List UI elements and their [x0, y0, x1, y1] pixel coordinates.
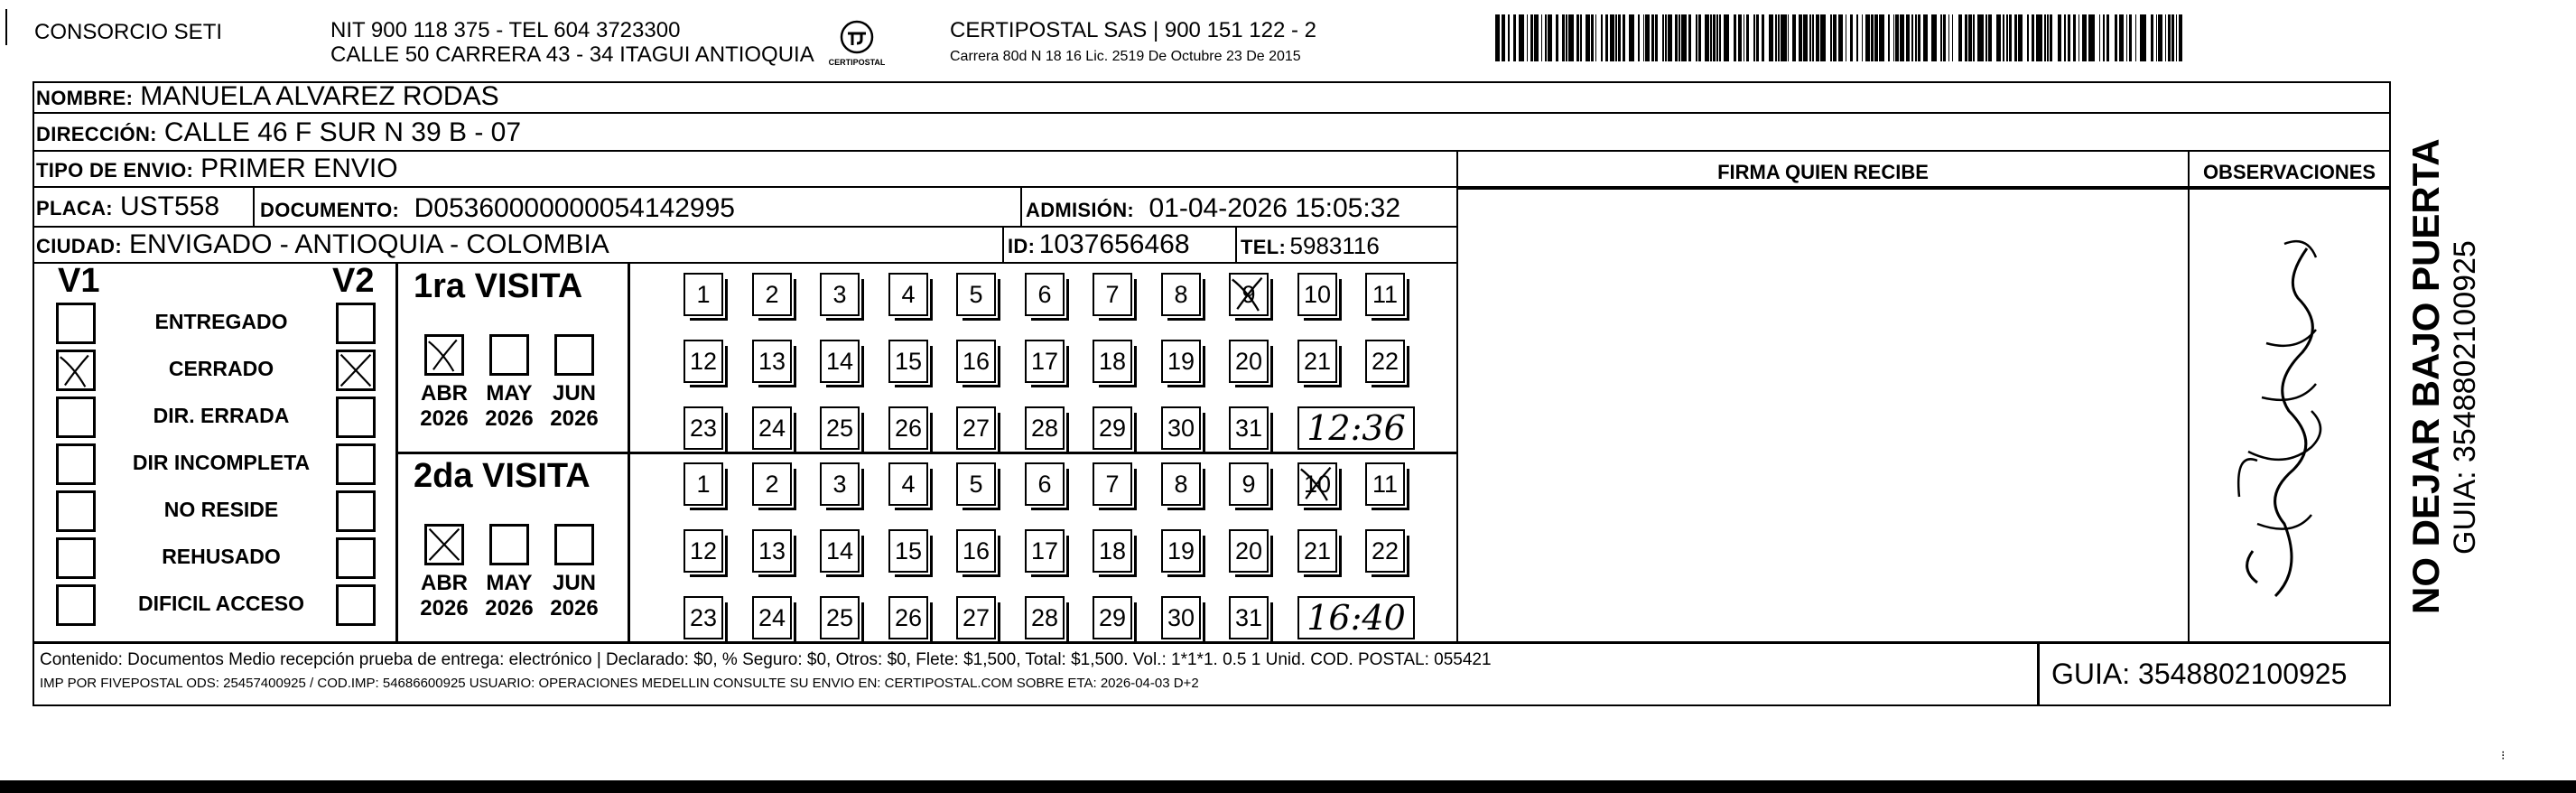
tel-value: 5983116: [1289, 232, 1380, 259]
day-number: 11: [1372, 471, 1399, 498]
day-number: 28: [1030, 604, 1059, 631]
shipment-type: PRIMER ENVIO: [200, 154, 398, 183]
day-box-16[interactable]: [956, 529, 996, 573]
month-year: 2026: [485, 406, 534, 431]
day-number: 21: [1303, 537, 1332, 564]
day-number: 26: [894, 415, 923, 442]
day-number: 23: [689, 604, 718, 631]
day-number: 17: [1030, 537, 1059, 564]
certipostal-logo-icon: [829, 18, 885, 70]
day-box-17[interactable]: [1025, 340, 1065, 383]
day-number: 24: [758, 604, 786, 631]
status-label: CERRADO: [168, 357, 274, 380]
month-checkbox-may[interactable]: [489, 334, 529, 376]
day-box-12[interactable]: [684, 529, 723, 573]
name-row: [33, 81, 2391, 114]
admission-label: ADMISIÓN:: [1026, 199, 1135, 221]
day-number: 6: [1037, 471, 1052, 498]
day-box-28[interactable]: [1025, 406, 1065, 450]
day-box-4[interactable]: [888, 273, 928, 316]
day-box-29[interactable]: [1093, 406, 1132, 450]
day-box-15[interactable]: [888, 529, 928, 573]
v1-checkbox-5[interactable]: [56, 537, 96, 579]
month-name: ABR: [421, 571, 468, 595]
day-number: 22: [1371, 537, 1400, 564]
day-number: 18: [1098, 348, 1127, 375]
day-number: 26: [894, 604, 923, 631]
id-value: 1037656468: [1038, 229, 1190, 259]
svg-text:CERTIPOSTAL: CERTIPOSTAL: [829, 58, 885, 67]
courier-address: Carrera 80d N 18 16 Lic. 2519 De Octubre 23 De 2015: [950, 49, 1301, 64]
status-label: REHUSADO: [162, 545, 281, 568]
day-box-13[interactable]: [752, 529, 792, 573]
day-box-9[interactable]: [1229, 273, 1269, 316]
id-label: ID:: [1008, 235, 1036, 257]
day-number: 3: [832, 471, 847, 498]
day-box-30[interactable]: [1161, 406, 1201, 450]
day-box-27[interactable]: [956, 596, 996, 639]
day-box-20[interactable]: [1229, 340, 1269, 383]
scan-edge-mark: [5, 9, 7, 45]
month-label: [542, 571, 607, 621]
footer-imp: IMP POR FIVEPOSTAL ODS: 25457400925 / COD.IMP: 54686600925 USUARIO: OPERACIONES MEDELLIN CONSULTE SU ENVIO EN: CERTIPOSTAL.COM SOBRE ETA: 2026-04-03 D+2: [40, 676, 1199, 691]
day-number: 21: [1303, 348, 1332, 375]
day-number: 8: [1174, 281, 1188, 308]
day-number: 29: [1098, 415, 1127, 442]
day-box-28[interactable]: [1025, 596, 1065, 639]
v1-checkbox-0[interactable]: [56, 303, 96, 344]
company-nit: NIT 900 118 375 - TEL 604 3723300: [330, 18, 681, 42]
v1-header: V1: [58, 262, 100, 300]
day-box-4[interactable]: [888, 462, 928, 506]
day-number: 12: [689, 537, 718, 564]
day-number: 8: [1174, 471, 1188, 498]
day-number: 30: [1167, 415, 1195, 442]
day-number: 2: [765, 471, 779, 498]
v1-checkbox-4[interactable]: [56, 490, 96, 532]
day-box-14[interactable]: [820, 340, 860, 383]
tel-field: [1241, 232, 1380, 260]
day-number: 24: [758, 415, 786, 442]
month-label: [477, 381, 542, 432]
day-number: 3: [832, 281, 847, 308]
day-box-8[interactable]: [1161, 273, 1201, 316]
v2-checkbox-1[interactable]: [336, 350, 376, 391]
divider: [1235, 228, 1237, 264]
plate-value: UST558: [119, 191, 220, 221]
v1-checkbox-3[interactable]: [56, 443, 96, 485]
day-number: 7: [1105, 281, 1120, 308]
day-number: 1: [696, 471, 711, 498]
day-box-21[interactable]: [1297, 340, 1337, 383]
day-box-1[interactable]: [684, 462, 723, 506]
month-label: [412, 571, 477, 621]
day-number: 15: [894, 348, 923, 375]
v2-checkbox-2[interactable]: [336, 396, 376, 438]
status-label: DIFICIL ACCESO: [137, 592, 304, 615]
visits-divider: [395, 452, 1458, 454]
day-box-18[interactable]: [1093, 529, 1132, 573]
day-number: 5: [969, 281, 983, 308]
day-number: 15: [894, 537, 923, 564]
day-box-24[interactable]: [752, 406, 792, 450]
day-number: 11: [1372, 281, 1399, 308]
v2-checkbox-0[interactable]: [336, 303, 376, 344]
day-box-11[interactable]: [1365, 462, 1405, 506]
day-number: 13: [758, 348, 786, 375]
day-number: 1: [696, 281, 711, 308]
day-number: 7: [1105, 471, 1120, 498]
month-year: 2026: [420, 596, 469, 620]
side-guia: GUIA: 3548802100925: [2448, 240, 2482, 555]
handwritten-signature: [2221, 226, 2357, 614]
month-name: ABR: [421, 381, 468, 406]
day-number: 19: [1167, 537, 1195, 564]
day-number: 10: [1303, 471, 1332, 498]
observations-header: OBSERVACIONES: [2202, 161, 2376, 183]
day-box-29[interactable]: [1093, 596, 1132, 639]
day-mark-icon: [1231, 275, 1267, 314]
day-number: 14: [825, 537, 854, 564]
month-checkbox-abr[interactable]: [424, 334, 464, 376]
day-box-18[interactable]: [1093, 340, 1132, 383]
courier-name: CERTIPOSTAL SAS | 900 151 122 - 2: [950, 18, 1316, 42]
month-name: MAY: [486, 571, 533, 595]
day-box-11[interactable]: [1365, 273, 1405, 316]
day-number: 23: [689, 415, 718, 442]
v2-checkbox-6[interactable]: [336, 584, 376, 626]
day-box-24[interactable]: [752, 596, 792, 639]
month-label: [412, 381, 477, 432]
day-number: 5: [969, 471, 983, 498]
v1-checkbox-1[interactable]: [56, 350, 96, 391]
day-number: 18: [1098, 537, 1127, 564]
company-address: CALLE 50 CARRERA 43 - 34 ITAGUI ANTIOQUIA: [330, 42, 814, 67]
footer-guia: GUIA: 3548802100925: [2051, 658, 2348, 690]
scan-speck: ⁝: [2501, 748, 2506, 762]
signature-header: FIRMA QUIEN RECIBE: [1717, 161, 1929, 183]
document-field: [260, 193, 735, 224]
side-warning: NO DEJAR BAJO PUERTA: [2404, 138, 2447, 614]
month-label: [477, 571, 542, 621]
day-number: 19: [1167, 348, 1195, 375]
status-label: DIR INCOMPLETA: [132, 451, 311, 474]
divider: [1020, 188, 1022, 228]
day-number: 29: [1098, 604, 1127, 631]
day-box-22[interactable]: [1365, 340, 1405, 383]
day-box-6[interactable]: [1025, 462, 1065, 506]
type-label: TIPO DE ENVIO:: [36, 159, 194, 182]
footer-contents: Contenido: Documentos Medio recepción prueba de entrega: electrónico | Declarado: $0, % Seguro: $0, Otros: $0, Flete: $1,500, Total: $1,500. Vol.: 1*1*1. 0.5 1 Unid. COD. POSTAL: 055421: [40, 650, 1492, 669]
day-box-20[interactable]: [1229, 529, 1269, 573]
day-box-13[interactable]: [752, 340, 792, 383]
v2-checkbox-3[interactable]: [336, 443, 376, 485]
day-number: 9: [1242, 471, 1256, 498]
day-box-25[interactable]: [820, 406, 860, 450]
address-row: [33, 114, 2391, 152]
day-box-21[interactable]: [1297, 529, 1337, 573]
day-number: 10: [1303, 281, 1332, 308]
scan-bottom-edge: [0, 780, 2576, 793]
day-number: 17: [1030, 348, 1059, 375]
day-box-3[interactable]: [820, 273, 860, 316]
month-label: [542, 381, 607, 432]
footer-guia-divider: [2037, 643, 2040, 706]
month-name: JUN: [552, 381, 596, 406]
time-box[interactable]: 12:36: [1297, 406, 1415, 450]
time-box[interactable]: 16:40: [1297, 596, 1415, 639]
admission-field: [1026, 193, 1400, 224]
id-field: [1008, 229, 1190, 260]
city-label: CIUDAD:: [36, 235, 122, 257]
status-label: DIR. ERRADA: [153, 404, 290, 427]
tel-label: TEL:: [1241, 236, 1287, 258]
barcode-icon: [1495, 14, 2186, 61]
day-box-26[interactable]: [888, 596, 928, 639]
day-box-19[interactable]: [1161, 340, 1201, 383]
address-label: DIRECCIÓN:: [36, 123, 157, 145]
day-number: 9: [1242, 281, 1256, 308]
month-year: 2026: [550, 596, 599, 620]
day-box-2[interactable]: [752, 273, 792, 316]
day-box-5[interactable]: [956, 273, 996, 316]
day-number: 2: [765, 281, 779, 308]
admission-value: 01-04-2026 15:05:32: [1149, 193, 1401, 223]
month-year: 2026: [550, 406, 599, 431]
day-number: 25: [825, 415, 854, 442]
status-label: ENTREGADO: [154, 310, 288, 333]
day-number: 14: [825, 348, 854, 375]
day-number: 28: [1030, 415, 1059, 442]
city-value: ENVIGADO - ANTIOQUIA - COLOMBIA: [129, 229, 609, 259]
observations-divider: [2188, 152, 2190, 641]
document-label: DOCUMENTO:: [260, 199, 400, 221]
day-number: 27: [962, 604, 990, 631]
v2-checkbox-5[interactable]: [336, 537, 376, 579]
company-name: CONSORCIO SETI: [34, 20, 223, 44]
day-number: 30: [1167, 604, 1195, 631]
v2-checkbox-4[interactable]: [336, 490, 376, 532]
day-box-1[interactable]: [684, 273, 723, 316]
status-label: NO RESIDE: [163, 498, 279, 521]
day-box-3[interactable]: [820, 462, 860, 506]
day-number: 4: [901, 471, 916, 498]
day-box-10[interactable]: [1297, 462, 1337, 506]
month-checkbox-abr[interactable]: [424, 524, 464, 565]
day-number: 13: [758, 537, 786, 564]
recipient-address: CALLE 46 F SUR N 39 B - 07: [163, 117, 522, 147]
day-box-31[interactable]: [1229, 596, 1269, 639]
day-box-7[interactable]: [1093, 462, 1132, 506]
month-checkbox-jun[interactable]: [554, 334, 594, 376]
day-box-31[interactable]: [1229, 406, 1269, 450]
day-box-16[interactable]: [956, 340, 996, 383]
day-box-19[interactable]: [1161, 529, 1201, 573]
day-box-2[interactable]: [752, 462, 792, 506]
day-mark-icon: [1299, 464, 1335, 504]
day-number: 20: [1234, 348, 1263, 375]
day-number: 31: [1234, 604, 1263, 631]
day-box-14[interactable]: [820, 529, 860, 573]
day-box-5[interactable]: [956, 462, 996, 506]
day-box-27[interactable]: [956, 406, 996, 450]
month-year: 2026: [420, 406, 469, 431]
day-box-15[interactable]: [888, 340, 928, 383]
day-box-8[interactable]: [1161, 462, 1201, 506]
day-box-26[interactable]: [888, 406, 928, 450]
header-underline: [1456, 188, 2391, 190]
divider: [253, 188, 255, 228]
visit-title: 1ra VISITA: [414, 267, 583, 305]
name-label: NOMBRE:: [36, 87, 134, 109]
month-checkbox-jun[interactable]: [554, 524, 594, 565]
v2-header: V2: [332, 262, 375, 300]
month-name: MAY: [486, 381, 533, 406]
day-number: 25: [825, 604, 854, 631]
day-number: 31: [1234, 415, 1263, 442]
plate-label: PLACA:: [36, 197, 113, 219]
day-number: 20: [1234, 537, 1263, 564]
day-box-22[interactable]: [1365, 529, 1405, 573]
v1-checkbox-2[interactable]: [56, 396, 96, 438]
recipient-name: MANUELA ALVAREZ RODAS: [140, 81, 499, 111]
v1-checkbox-6[interactable]: [56, 584, 96, 626]
day-number: 16: [962, 537, 990, 564]
day-box-30[interactable]: [1161, 596, 1201, 639]
day-box-9[interactable]: [1229, 462, 1269, 506]
visit-title: 2da VISITA: [414, 457, 591, 495]
day-number: 22: [1371, 348, 1400, 375]
month-checkbox-may[interactable]: [489, 524, 529, 565]
day-number: 16: [962, 348, 990, 375]
day-box-17[interactable]: [1025, 529, 1065, 573]
day-box-10[interactable]: [1297, 273, 1337, 316]
month-name: JUN: [552, 571, 596, 595]
day-number: 27: [962, 415, 990, 442]
day-box-7[interactable]: [1093, 273, 1132, 316]
month-year: 2026: [485, 596, 534, 620]
day-box-23[interactable]: [684, 596, 723, 639]
day-number: 4: [901, 281, 916, 308]
day-number: 12: [689, 348, 718, 375]
divider: [1002, 228, 1004, 264]
day-box-6[interactable]: [1025, 273, 1065, 316]
day-box-23[interactable]: [684, 406, 723, 450]
document-value: D05360000000054142995: [414, 193, 735, 223]
day-number: 6: [1037, 281, 1052, 308]
day-box-12[interactable]: [684, 340, 723, 383]
signature-divider: [1456, 152, 1458, 641]
day-box-25[interactable]: [820, 596, 860, 639]
